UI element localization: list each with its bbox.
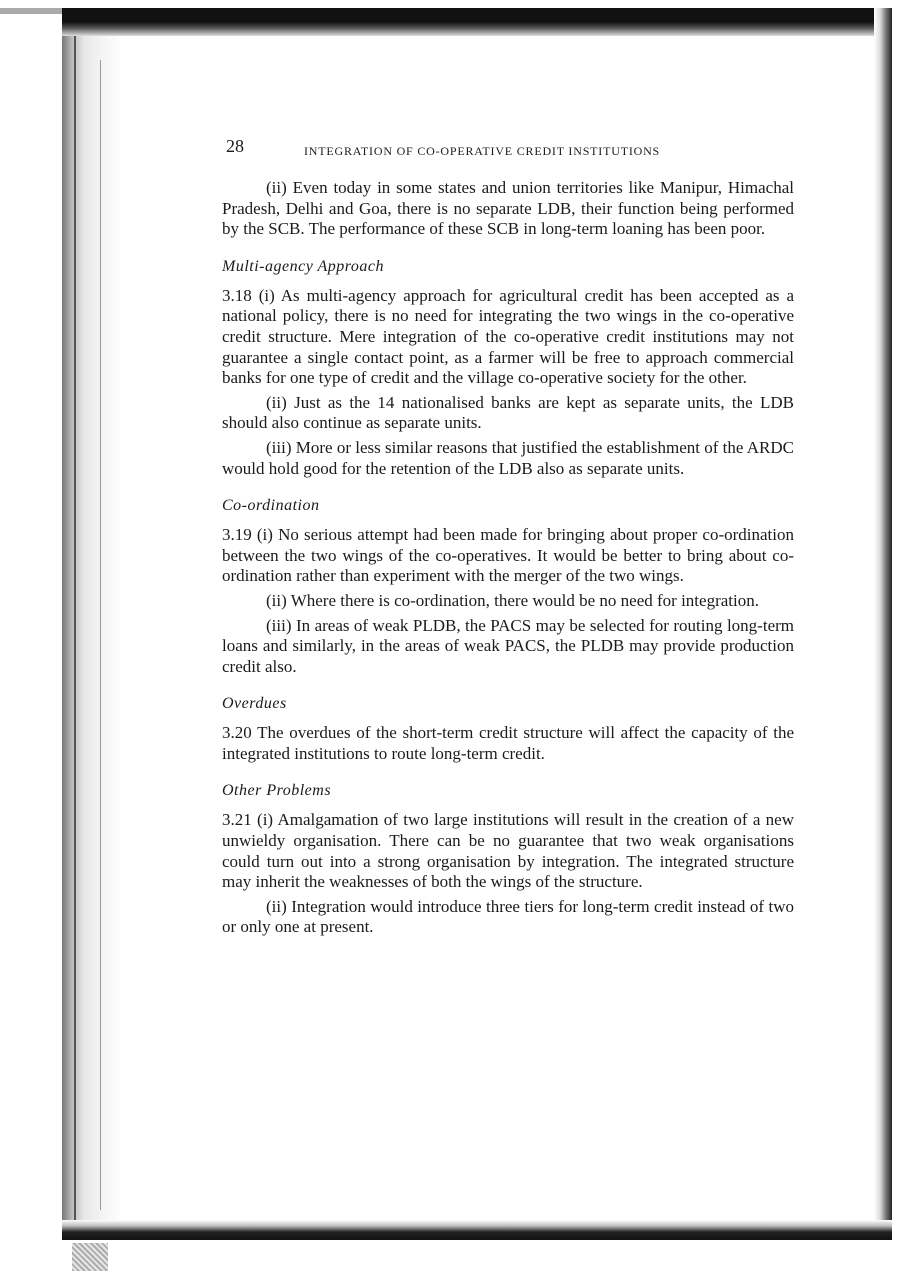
page-binding-shadow: [62, 8, 122, 1233]
page-body: [222, 178, 794, 938]
page-header: [226, 136, 786, 162]
scan-bottom-border: [62, 1220, 892, 1240]
section-heading-overdues: Overdues: [222, 695, 287, 713]
paragraph: 3.18 (i) As multi-agency approach for agricultural credit has been accepted as a national policy, there is no need for integrating the two wings in the co-operative credit structure. Mere integration of the co-operative credit institutions may not guarantee a single contact point, as a farmer will be free to approach commercial banks for one type of credit and the village co-operative society for the other.: [222, 285, 794, 388]
scan-corner-artifact: [72, 1243, 108, 1271]
paragraph: 3.20 The overdues of the short-term credit structure will affect the capacity of the integrated institutions to route long-term credit.: [222, 723, 794, 763]
paragraph: (ii) Even today in some states and union territories like Manipur, Himachal Pradesh, Delhi and Goa, there is no separate LDB, their function being performed by the SCB. The performance of these SCB in long-term loaning has been poor.: [222, 178, 794, 239]
paragraph: (ii) Just as the 14 nationalised banks are kept as separate units, the LDB should also continue as separate units.: [222, 392, 794, 433]
paragraph: 3.19 (i) No serious attempt had been made for bringing about proper co-ordination between the two wings of the co-operatives. It would be better to bring about co-ordination rather than experiment with the merger of the two wings.: [222, 525, 794, 586]
page-binding-edge: [74, 30, 76, 1230]
paragraph: 3.21 (i) Amalgamation of two large institutions will result in the creation of a new unwieldy organisation. There can be no guarantee that two weak organisations could turn out into a strong organisation by integration. The integrated structure may inherit the weaknesses of both the wings of the structure.: [222, 810, 794, 892]
section-heading-other-problems: Other Problems: [222, 782, 332, 800]
paragraph: (iii) In areas of weak PLDB, the PACS may be selected for routing long-term loans and similarly, in the areas of weak PACS, the PLDB may provide production credit also.: [222, 615, 794, 676]
paragraph: (iii) More or less similar reasons that justified the establishment of the ARDC would hold good for the retention of the LDB also as separate units.: [222, 437, 794, 478]
paragraph: (ii) Where there is co-ordination, there would be no need for integration.: [266, 590, 759, 610]
scan-right-border: [874, 8, 892, 1238]
scan-margin-strip: [0, 8, 62, 14]
paragraph: (ii) Integration would introduce three tiers for long-term credit instead of two or only one at present.: [222, 896, 794, 937]
section-heading-multi-agency: Multi-agency Approach: [222, 257, 385, 275]
running-title: INTEGRATION OF CO-OPERATIVE CREDIT INSTITUTIONS: [304, 144, 661, 158]
section-heading-coordination: Co-ordination: [222, 497, 320, 515]
scan-top-border: [62, 8, 892, 36]
page-binding-inner-edge: [100, 60, 101, 1210]
page-number: 28: [226, 136, 244, 156]
